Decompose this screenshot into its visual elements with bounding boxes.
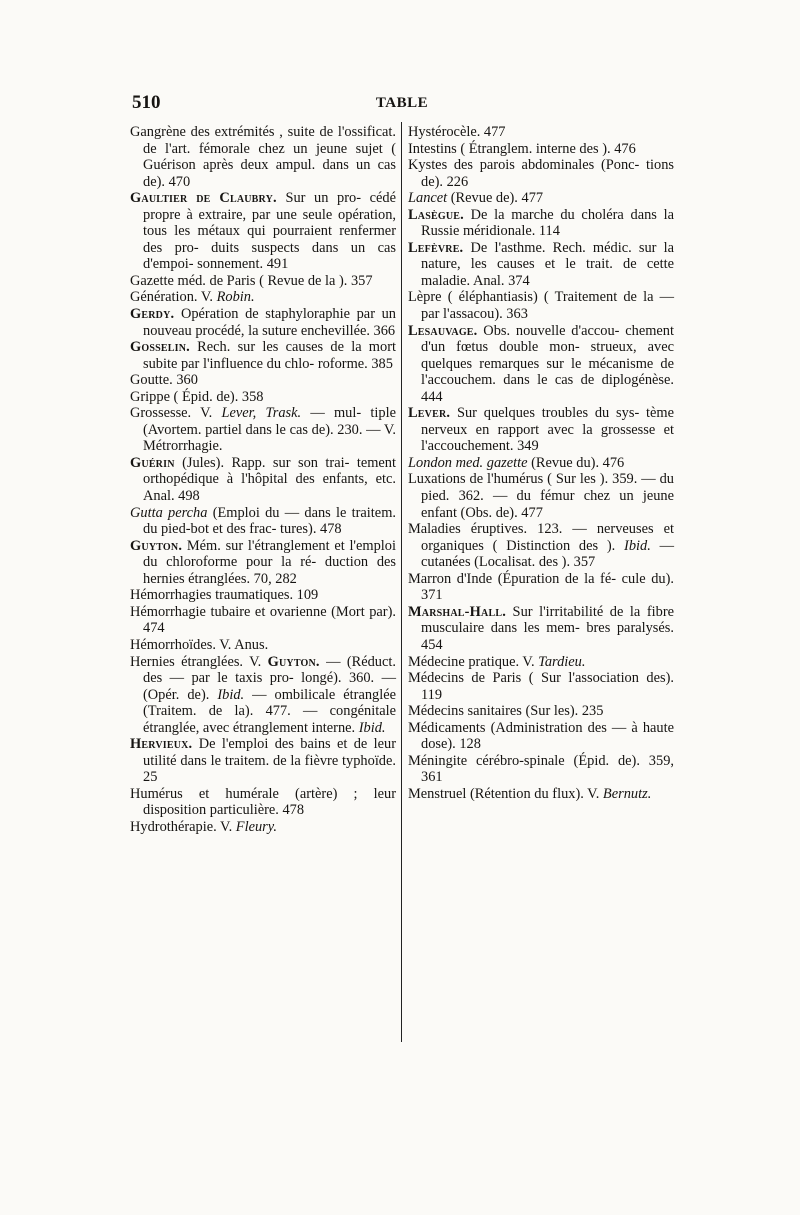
index-entry: Grossesse. V. Lever, Trask. — mul- tiple (Avortem. partiel dans le cas de). 230. — V. Métrorrhagie. [130, 405, 396, 455]
index-entry: Kystes des parois abdominales (Ponc- tions de). 226 [408, 157, 674, 190]
index-entry: Gerdy. Opération de staphyloraphie par un nouveau procédé, la suture enchevillée. 366 [130, 306, 396, 339]
index-entry: Lasègue. De la marche du choléra dans la Russie méridionale. 114 [408, 206, 674, 240]
index-entry: Gutta percha (Emploi du — dans le traitem. du pied-bot et des frac- tures). 478 [130, 504, 396, 538]
index-entry: Hémorrhagie tubaire et ovarienne (Mort par). 474 [130, 603, 396, 637]
index-entry: Hystérocèle. 477 [408, 124, 506, 140]
right-column [408, 124, 674, 802]
index-entry: Lefèvre. De l'asthme. Rech. médic. sur la nature, les causes et le trait. de cette maladie. Anal. 374 [408, 239, 674, 289]
index-entry: Luxations de l'humérus ( Sur les ). 359. — du pied. 362. — du fémur chez un jeune enfant (Obs. de). 477 [408, 471, 674, 521]
index-entry: Guyton. Mém. sur l'étranglement et l'emploi du chloroforme pour la ré- duction des hernies étranglées. 70, 282 [130, 537, 396, 587]
index-entry: Médecine pratique. V. Tardieu. [408, 653, 586, 670]
index-entry: Médecins sanitaires (Sur les). 235 [408, 703, 604, 720]
index-entry: Grippe ( Épid. de). 358 [130, 388, 264, 405]
index-entry: Hervieux. De l'emploi des bains et de leur utilité dans le traitem. de la fièvre typhoïde. 25 [130, 736, 396, 786]
index-entry: Médecins de Paris ( Sur l'association des). 119 [408, 670, 674, 703]
index-entry: Maladies éruptives. 123. — nerveuses et organiques ( Distinction des ). Ibid. — cutanées (Localisat. des ). 357 [408, 521, 674, 571]
page-header [132, 92, 672, 118]
index-entry: Hydrothérapie. V. Fleury. [130, 818, 277, 835]
index-entry: Marron d'Inde (Épuration de la fé- cule du). 371 [408, 570, 674, 604]
index-entry: Hernies étranglées. V. Guyton. — (Réduct. des — par le taxis pro- longé). 360. — (Opér. de). Ibid. — ombilicale étranglée (Traitem. de la). 477. — congénitale étranglée, avec étranglement interne. Ibid. [130, 653, 396, 736]
column-divider [401, 122, 402, 1042]
index-entry: Menstruel (Rétention du flux). V. Bernutz. [408, 785, 652, 802]
index-entry: Lesauvage. Obs. nouvelle d'accou- chement d'un fœtus double mon- strueux, avec quelques remarques sur le mécanisme de l'accouchem. dans le cas de diplogénèse. 444 [408, 322, 674, 405]
index-entry: Gazette méd. de Paris ( Revue de la ). 357 [130, 272, 373, 289]
index-entry: Gosselin. Rech. sur les causes de la mort subite par l'influence du chlo- roforme. 385 [130, 339, 396, 372]
page-number: 510 [132, 92, 161, 113]
index-entry: Marshal-Hall. Sur l'irritabilité de la fibre musculaire dans les mem- bres paralysés. 454 [408, 603, 674, 653]
index-entry: Lancet (Revue de). 477 [408, 190, 544, 207]
index-entry: Hémorrhagies traumatiques. 109 [130, 587, 319, 604]
index-entry: Méningite cérébro-spinale (Épid. de). 359, 361 [408, 752, 674, 786]
index-entry: Médicaments (Administration des — à haute dose). 128 [408, 719, 674, 753]
index-entry: Goutte. 360 [130, 372, 198, 389]
index-entry: Intestins ( Étranglem. interne des ). 476 [408, 140, 636, 157]
index-entry: Gangrène des extrémités , suite de l'ossificat. de l'art. fémorale chez un jeune sujet ( Guérison après deux ampul. dans un cas de). 470 [130, 124, 396, 190]
index-entry: Génération. V. Robin. [130, 289, 255, 306]
index-entry: Humérus et humérale (artère) ; leur disposition particulière. 478 [130, 785, 396, 819]
index-entry: Lèpre ( éléphantiasis) ( Traitement de la — par l'assacou). 363 [408, 289, 674, 323]
left-column [130, 124, 396, 836]
index-entry: Hémorrhoïdes. V. Anus. [130, 636, 269, 653]
running-title: TABLE [375, 95, 429, 111]
index-entry: Lever. Sur quelques troubles du sys- tème nerveux en rapport avec la grossesse et l'accouchement. 349 [408, 405, 674, 455]
index-entry: Guérin (Jules). Rapp. sur son trai- tement orthopédique à l'hôpital des enfants, etc. Anal. 498 [130, 454, 396, 505]
index-entry: London med. gazette (Revue du). 476 [408, 454, 625, 471]
index-entry: Gaultier de Claubry. Sur un pro- cédé propre à extraire, par une seule opération, tous les métaux qui pourraient renfermer des pro- duits suspects dans un cas d'empoi- sonnement. 491 [130, 190, 396, 273]
